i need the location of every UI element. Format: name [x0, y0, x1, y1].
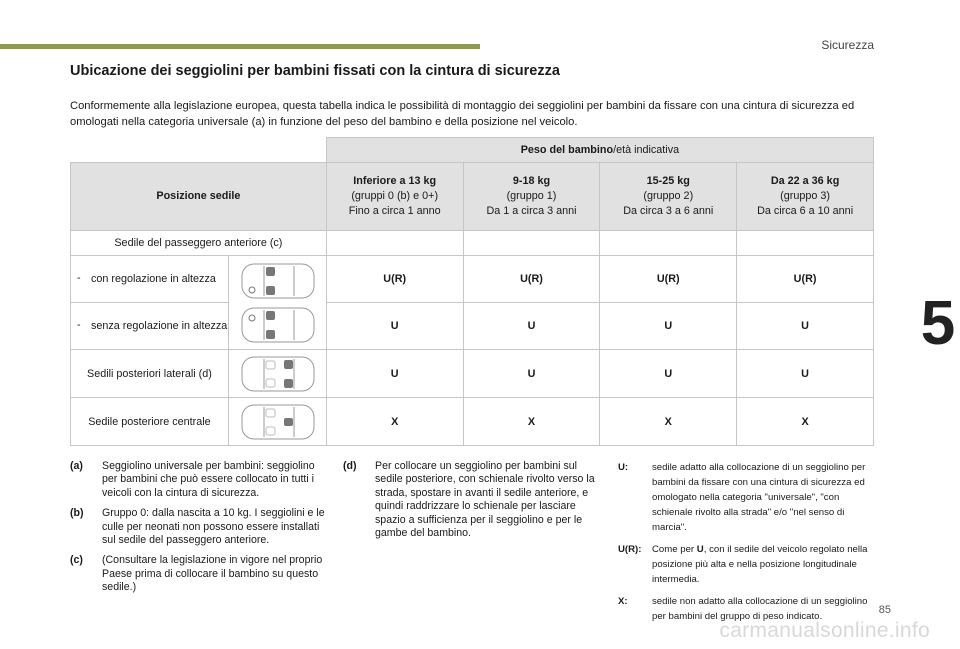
- section-label: Sicurezza: [821, 38, 874, 52]
- footnote-text: (Consultare la legislazione in vigore nel proprio Paese prima di collocare il bambino su questo sedile.): [102, 554, 323, 594]
- row-label: Sedile posteriore centrale: [71, 398, 229, 446]
- value-cell: U: [600, 303, 737, 350]
- value-cell: U(R): [600, 256, 737, 303]
- car-top-view-icon: [234, 261, 320, 345]
- value-cell: U(R): [326, 256, 463, 303]
- watermark: carmanualsonline.info: [719, 619, 930, 642]
- legend: [618, 460, 876, 631]
- value-cell: U: [326, 303, 463, 350]
- legend-text-post: , con il sedile del veicolo regolato nella posizione più alta e nella posizione longitudinale intermedia.: [652, 544, 868, 585]
- row-label: Sedili posteriori laterali (d): [71, 350, 229, 398]
- footnote-key: (c): [70, 554, 83, 567]
- legend-key: X:: [618, 596, 628, 607]
- row-label: [71, 256, 229, 303]
- row-label-text: senza regolazione in altezza: [91, 320, 228, 332]
- legend-text: [652, 542, 876, 587]
- legend-text: sedile adatto alla collocazione di un seggiolino per bambini da fissare con una cintura di sicurezza ed omologato nella categoria "universale", "con schienale rivolto alla strada" e/o "nel senso di marcia".: [652, 462, 866, 533]
- legend-item: [618, 460, 876, 535]
- front-row-label: Sedile del passeggero anteriore (c): [71, 231, 327, 256]
- col-age: Da 1 a circa 3 anni: [486, 205, 577, 217]
- rear-side-seat-diagram: [228, 350, 326, 398]
- car-top-view-icon: [234, 355, 320, 393]
- position-header: [71, 163, 327, 231]
- footnote-key: (d): [343, 460, 357, 472]
- value-cell: X: [463, 398, 600, 446]
- car-top-view-icon: [234, 403, 320, 441]
- row-dash: -: [77, 319, 81, 331]
- empty-corner: [71, 138, 327, 163]
- row-dash: -: [77, 272, 81, 284]
- value-cell: U(R): [463, 256, 600, 303]
- value-cell: U: [326, 350, 463, 398]
- legend-key: U:: [618, 462, 629, 473]
- table-row: [71, 398, 874, 446]
- legend-item: [618, 542, 876, 587]
- weight-header-rest: /età indicativa: [613, 144, 680, 156]
- col-weight: Da 22 a 36 kg: [770, 175, 840, 187]
- intro-paragraph: Conformemente alla legislazione europea, questa tabella indica le possibilità di montaggio dei seggiolini per bambini da fissare con una cintura di sicurezza ed omologati nella categoria universale (a) in funzione del peso del bambino e della posizione nel veicolo.: [70, 100, 855, 128]
- child-seat-table: [70, 137, 874, 446]
- footnote-text: Seggiolino universale per bambini: seggiolino per bambini che può essere collocato in tutti i veicoli con la cintura di sicurezza.: [102, 460, 315, 499]
- page-title: Ubicazione dei seggiolini per bambini fissati con la cintura di sicurezza: [70, 63, 560, 79]
- legend-text-pre: Come per: [652, 544, 697, 555]
- table-row: [71, 350, 874, 398]
- weight-header-bold: Peso del bambino: [520, 144, 614, 156]
- footnotes-left: [70, 460, 325, 602]
- col-group: (gruppo 1): [506, 190, 557, 202]
- footnote-key: (a): [70, 460, 83, 472]
- col-age: Da circa 3 a 6 anni: [623, 205, 714, 217]
- legend-text: sedile non adatto alla collocazione di un seggiolino per bambini del gruppo di peso indicato.: [652, 596, 868, 622]
- col-group: (gruppi 0 (b) e 0+): [351, 190, 439, 202]
- legend-key: U(R):: [618, 544, 642, 555]
- position-header-label: Posizione sedile: [156, 190, 241, 202]
- col-header-0: [326, 163, 463, 231]
- footnote-text: Per collocare un seggiolino per bambini sul sedile posteriore, con schienale rivolto verso la strada, spostare in avanti il sedile anteriore, e quindi raddrizzare lo schienale per lasciare spazio a sufficienza per il seggiolino e per le gambe del bambino.: [375, 460, 595, 540]
- col-header-3: [737, 163, 874, 231]
- col-weight: Inferiore a 13 kg: [353, 175, 437, 187]
- footnotes-middle: [343, 460, 598, 547]
- footnote-key: (b): [70, 507, 84, 520]
- col-header-1: [463, 163, 600, 231]
- col-age: Da circa 6 a 10 anni: [757, 205, 854, 217]
- footnote: [343, 460, 598, 540]
- table-cell: [326, 231, 463, 256]
- rear-center-seat-diagram: [228, 398, 326, 446]
- value-cell: X: [326, 398, 463, 446]
- header-accent-bar: [0, 44, 480, 49]
- row-label: [71, 303, 229, 350]
- row-label-text: con regolazione in altezza: [91, 273, 216, 285]
- table-cell: [600, 231, 737, 256]
- table-row: [71, 231, 874, 256]
- value-cell: U: [737, 303, 874, 350]
- table-cell: [737, 231, 874, 256]
- col-header-2: [600, 163, 737, 231]
- col-group: (gruppo 2): [643, 190, 694, 202]
- chapter-number: 5: [920, 288, 956, 358]
- value-cell: X: [737, 398, 874, 446]
- col-group: (gruppo 3): [780, 190, 830, 202]
- value-cell: U: [600, 350, 737, 398]
- footnote: [70, 460, 325, 500]
- legend-text-bold: U: [696, 544, 704, 555]
- table-row: [71, 256, 874, 303]
- value-cell: U(R): [737, 256, 874, 303]
- value-cell: U: [463, 350, 600, 398]
- value-cell: U: [463, 303, 600, 350]
- page-number: 85: [878, 604, 891, 616]
- table-cell: [463, 231, 600, 256]
- value-cell: X: [600, 398, 737, 446]
- col-weight: 9-18 kg: [512, 175, 551, 187]
- value-cell: U: [737, 350, 874, 398]
- col-weight: 15-25 kg: [646, 175, 690, 187]
- table-row: [71, 303, 874, 350]
- chapter-tab: [916, 278, 960, 368]
- front-seat-diagram: [228, 256, 326, 350]
- col-age: Fino a circa 1 anno: [348, 205, 441, 217]
- footnote: [70, 507, 325, 547]
- footnote: [70, 554, 325, 594]
- weight-header: [326, 138, 873, 163]
- footnote-text: Gruppo 0: dalla nascita a 10 kg. I seggiolini e le culle per neonati non possono essere installati sul sedile del passeggero anteriore.: [102, 507, 325, 547]
